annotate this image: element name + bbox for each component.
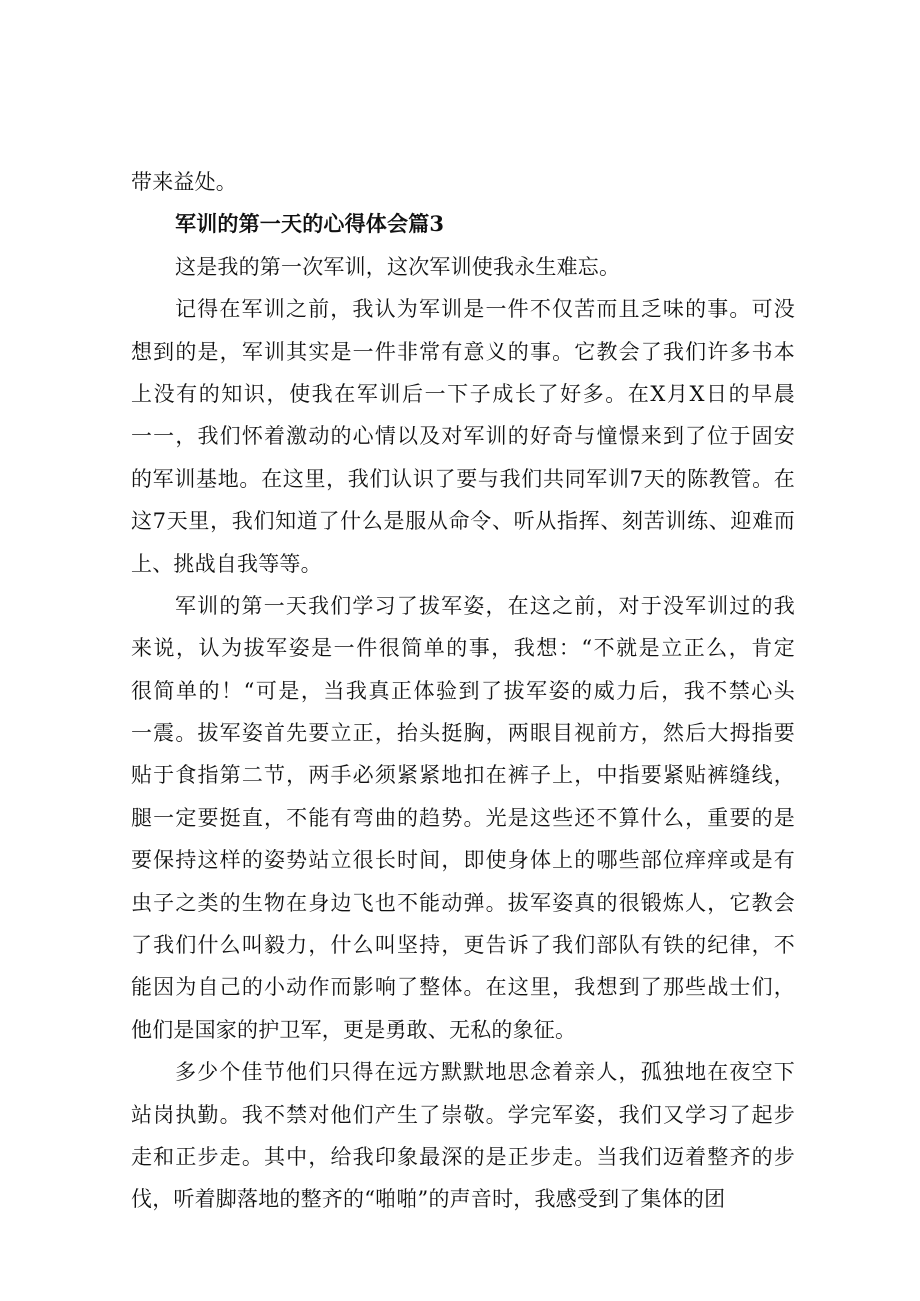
paragraph-2-line-4: 一一，我们怀着激动的心情以及对军训的好奇与憧憬来到了位于固安 (131, 424, 795, 449)
paragraph-3-line-7: 要保持这样的姿势站立很长时间，即使身体上的哪些部位痒痒或是有 (131, 848, 795, 873)
paragraph-4-line-3: 走和正步走。其中，给我印象最深的是正步走。当我们迈着整齐的步 (131, 1144, 795, 1169)
paragraph-3-line-6: 腿一定要挺直，不能有弯曲的趋势。光是这些还不算什么，重要的是 (131, 805, 795, 830)
paragraph-3-line-4: 一震。拔军姿首先要立正，抬头挺胸，两眼目视前方，然后大拇指要 (131, 721, 795, 746)
paragraph-2-line-2: 想到的是，军训其实是一件非常有意义的事。它教会了我们许多书本 (131, 339, 795, 364)
paragraph-3-line-9: 了我们什么叫毅力，什么叫坚持，更告诉了我们部队有铁的纪律，不 (131, 933, 795, 958)
paragraph-2-line-6: 这7天里，我们知道了什么是服从命令、听从指挥、刻苦训练、迎难而 (131, 509, 795, 534)
paragraph-2-line-7: 上、挑战自我等等。 (131, 551, 322, 576)
paragraph-3-line-2: 来说，认为拔军姿是一件很简单的事，我想：“不就是立正么，肯定 (131, 636, 795, 661)
paragraph-4-line-1: 多少个佳节他们只得在远方默默地思念着亲人，孤独地在夜空下 (175, 1060, 795, 1085)
document-body (131, 161, 795, 1221)
paragraph-2-line-3: 上没有的知识，使我在军训后一下子成长了好多。在X月X日的早晨 (131, 381, 795, 406)
carry-over-line: 带来益处。 (131, 170, 237, 194)
section-heading: 军训的第一天的心得体会篇3 (175, 211, 445, 237)
paragraph-4-line-2: 站岗执勤。我不禁对他们产生了崇敬。学完军姿，我们又学习了起步 (131, 1102, 795, 1127)
paragraph-3-line-3: 很简单的！“可是，当我真正体验到了拔军姿的威力后，我不禁心头 (131, 678, 795, 703)
paragraph-3-line-10: 能因为自己的小动作而影响了整体。在这里，我想到了那些战士们， (131, 975, 795, 1000)
paragraph-3-line-5: 贴于食指第二节，两手必须紧紧地扣在裤子上，中指要紧贴裤缝线， (131, 763, 795, 788)
paragraph-1-line-1: 这是我的第一次军训，这次军训使我永生难忘。 (175, 254, 621, 279)
paragraph-3-line-8: 虫子之类的生物在身边飞也不能动弹。拔军姿真的很锻炼人，它教会 (131, 890, 795, 915)
paragraph-2-line-1: 记得在军训之前，我认为军训是一件不仅苦而且乏味的事。可没 (175, 297, 795, 322)
paragraph-2-line-5: 的军训基地。在这里，我们认识了要与我们共同军训7天的陈教管。在 (131, 466, 795, 491)
paragraph-3-line-11: 他们是国家的护卫军，更是勇敢、无私的象征。 (131, 1017, 577, 1042)
paragraph-4-line-4: 伐，听着脚落地的整齐的“啪啪”的声音时，我感受到了集体的团 (131, 1187, 726, 1212)
paragraph-3-line-1: 军训的第一天我们学习了拔军姿，在这之前，对于没军训过的我 (175, 593, 795, 618)
